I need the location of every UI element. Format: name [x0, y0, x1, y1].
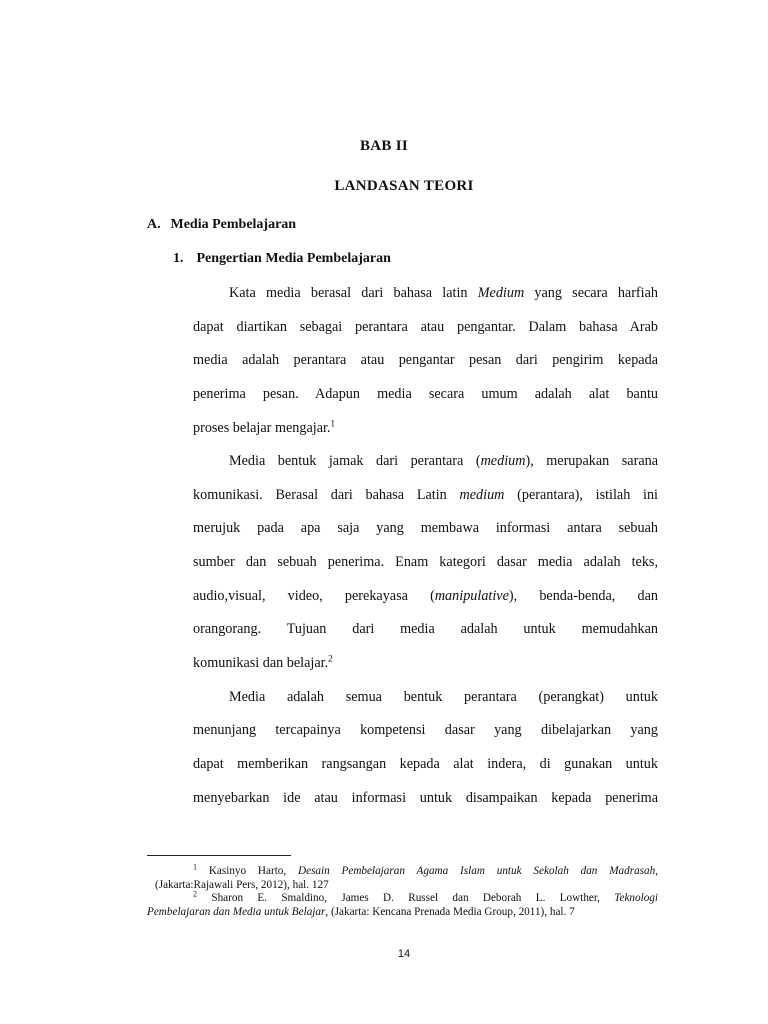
paragraph-1-line-4: penerima pesan. Adapun media secara umum adalah alat bantu — [193, 386, 658, 402]
term-medium: Medium — [477, 285, 525, 301]
paragraph-2-line-5: audio,visual, video, perekayasa (manipulative), benda-benda, dan — [193, 588, 659, 604]
paragraph-2-line-2: komunikasi. Berasal dari bahasa Latin medium (perantara), istilah ini — [193, 487, 658, 503]
paragraph-2-line-1: Media bentuk jamak dari perantara (medium), merupakan sarana — [229, 453, 659, 469]
paragraph-3-line-2: menunjang tercapainya kompetensi dasar yang dibelajarkan yang — [193, 722, 658, 738]
paragraph-1-line-1: Kata media berasal dari bahasa latin Medium yang secara harfiah — [229, 285, 658, 301]
footnote-1-line-2: (Jakarta:Rajawali Pers, 2012), hal. 127 — [155, 879, 329, 891]
subsection-title: Pengertian Media Pembelajaran — [196, 251, 391, 266]
term-medium: medium — [480, 453, 526, 469]
footnote-ref-1[interactable]: 1 — [330, 418, 335, 429]
paragraph-3-line-1: Media adalah semua bentuk perantara (perangkat) untuk — [229, 689, 658, 705]
paragraph-2-line-6: orangorang. Tujuan dari media adalah untuk memudahkan — [193, 621, 658, 637]
footnote-2-line-1: $^2$ Sharon E. Smaldino, James D. Russel dan Deborah L. Lowther, Teknologi — [193, 889, 659, 904]
section-number: A. — [147, 217, 161, 232]
section-title: Media Pembelajaran — [170, 217, 297, 232]
paragraph-1-line-3: media adalah perantara atau pengantar pesan dari pengirim kepada — [193, 352, 658, 368]
term-medium: medium — [459, 487, 505, 503]
paragraph-3-line-4: menyebarkan ide atau informasi untuk disampaikan kepada penerima — [193, 790, 658, 806]
paragraph-3-line-3: dapat memberikan rangsangan kepada alat indera, di gunakan untuk — [193, 756, 658, 772]
footnote-separator — [147, 855, 291, 856]
footnote-2-line-2: Pembelajaran dan Media untuk Belajar, (Jakarta: Kencana Prenada Media Group, 2011), hal. 7 — [147, 906, 575, 918]
chapter-subtitle: LANDASAN TEORI — [334, 178, 474, 194]
page-number: 14 — [397, 948, 411, 960]
footnote-1-line-1: $^1$ Kasinyo Harto, Desain Pembelajaran Agama Islam untuk Sekolah dan Madrasah, — [193, 862, 659, 877]
subsection-heading — [173, 251, 391, 267]
subsection-number: 1. — [173, 251, 184, 266]
term-manipulative: manipulative — [434, 588, 509, 604]
chapter-title: BAB II — [359, 138, 409, 154]
paragraph-1-line-5: proses belajar mengajar.$^1$ — [193, 418, 335, 436]
paragraph-1-line-2: dapat diartikan sebagai perantara atau pengantar. Dalam bahasa Arab — [193, 319, 658, 335]
paragraph-2-line-3: merujuk pada apa saja yang membawa informasi antara sebuah — [193, 520, 658, 536]
footnote-ref-2[interactable]: 2 — [328, 653, 333, 664]
paragraph-2-line-4: sumber dan sebuah penerima. Enam kategori dasar media adalah teks, — [193, 554, 658, 570]
paragraph-2-line-7: komunikasi dan belajar.$^2$ — [193, 653, 333, 671]
section-heading — [147, 217, 296, 233]
